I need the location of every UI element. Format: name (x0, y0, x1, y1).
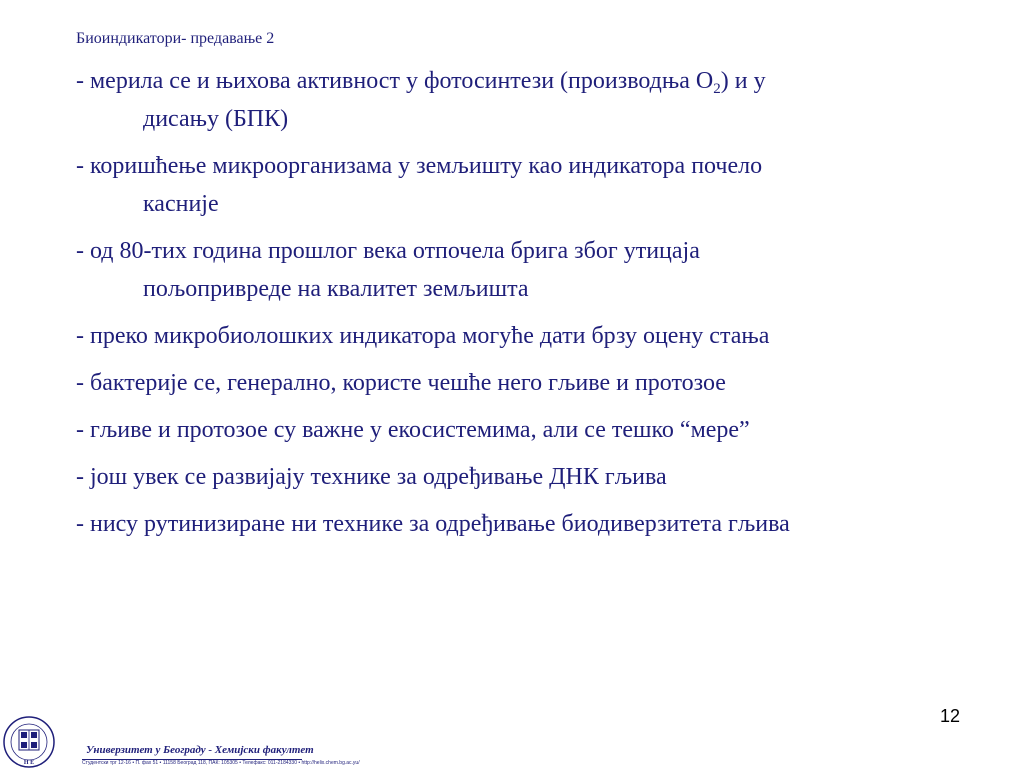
bullet-text: - бактерије се, генерално, користе чешће него гљиве и протозое (76, 370, 726, 396)
bullet-item (76, 147, 976, 223)
bullet-list (76, 62, 976, 552)
bullet-text: - коришћење микроорганизама у земљишту као индикатора почело (76, 153, 763, 179)
bullet-continuation: пољопривреде на квалитет земљишта (143, 276, 529, 302)
bullet-text: ) и у (720, 68, 766, 94)
university-logo (0, 712, 58, 768)
bullet-text: - гљиве и протозое су важне у екосистемима, али се тешко “мере” (76, 417, 750, 443)
bullet-text: - нису рутинизиране ни технике за одређивање биодиверзитета гљива (76, 511, 790, 537)
slide-header: Биоиндикатори- предавање 2 (76, 30, 275, 47)
bullet-continuation: касније (143, 191, 219, 217)
bullet-text: - од 80-тих година прошлог века отпочела брига због утицаја (76, 238, 700, 264)
bullet-text: - преко микробиолошких индикатора могуће дати брзу оцену стања (76, 323, 770, 349)
bullet-item (76, 505, 976, 543)
logo-text: Н Е (23, 760, 35, 766)
bullet-continuation: дисању (БПК) (143, 106, 289, 132)
university-name: Универзитет у Београду - Хемијски факултет (86, 744, 314, 756)
page-number: 12 (940, 706, 961, 726)
bullet-text: - још увек се развијају технике за одређивање ДНК гљива (76, 464, 667, 490)
bullet-item (76, 317, 976, 355)
bullet-item (76, 62, 976, 138)
bullet-item (76, 458, 976, 496)
bullet-item (76, 232, 976, 308)
subscript: 2 (713, 81, 721, 97)
bullet-item (76, 411, 976, 449)
bullet-text: - мерила се и њихова активност у фотосинтези (производња О (76, 68, 714, 94)
bullet-item (76, 364, 976, 402)
footer-address: Студентски трг 12-16 • П. фах 51 • 11158 Београд 118, ПАК: 105305 • Телефакс: 011-2184330 • http://helix.chem.bg.ac.yu/ (82, 760, 360, 766)
